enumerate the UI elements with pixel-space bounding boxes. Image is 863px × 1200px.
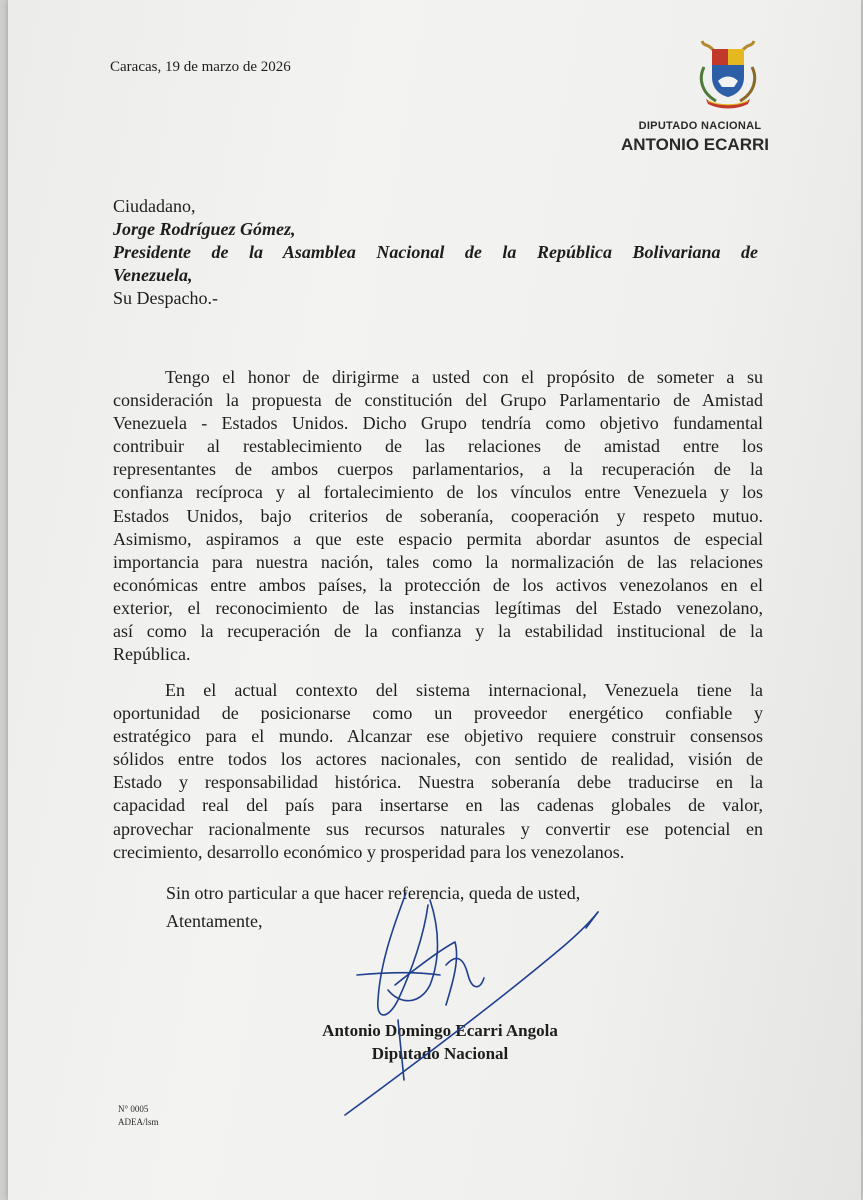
paragraph-line: estratégico para el mundo. Alcanzar ese objetivo requiere construir consensos	[113, 726, 763, 747]
document-initials: ADEA/lsm	[118, 1117, 159, 1127]
paragraph-line: representantes de ambos cuerpos parlamentarios, a la recuperación de la	[113, 459, 763, 480]
salutation: Ciudadano,	[113, 196, 196, 216]
paragraph-line: Estados Unidos, bajo criterios de soberanía, cooperación y respeto mutuo.	[113, 505, 763, 526]
paragraph-line: Tengo el honor de dirigirme a usted con el propósito de someter a su	[165, 367, 763, 387]
letter-date: Caracas, 19 de marzo de 2026	[110, 59, 291, 75]
recipient-name: Jorge Rodríguez Gómez,	[113, 219, 296, 239]
closing-line: Sin otro particular a que hacer referencia, queda de usted,	[166, 883, 581, 903]
signatory-name: Antonio Domingo Ecarri Angola	[322, 1021, 558, 1040]
paragraph-line: aprovechar racionalmente sus recursos naturales y convertir ese potencial en	[113, 818, 763, 839]
paragraph-line: Estado y responsabilidad histórica. Nuestra soberanía debe traducirse en la	[113, 772, 763, 793]
paragraph-line: República.	[113, 644, 191, 665]
paragraph-line: así como la recuperación de la confianza y la estabilidad institucional de la	[113, 621, 763, 642]
paragraph-line: Venezuela - Estados Unidos. Dicho Grupo tendría como objetivo fundamental	[113, 413, 763, 434]
coat-of-arms-icon	[694, 37, 762, 109]
office-title: DIPUTADO NACIONAL	[638, 120, 762, 132]
paragraph-line: Asimismo, aspiramos a que este espacio permita abordar asuntos de especial	[113, 528, 763, 549]
paragraph-line: capacidad real del país para insertarse en las cadenas globales de valor,	[113, 795, 763, 816]
letterhead-name: ANTONIO ECARRI	[621, 135, 769, 154]
recipient-title-line1: Presidente de la Asamblea Nacional de la República Bolivariana de	[113, 242, 758, 262]
paragraph-line: confianza recíproca y al fortalecimiento de los vínculos entre Venezuela y los	[113, 482, 763, 503]
body-paragraph-1	[113, 366, 763, 666]
recipient-office: Su Despacho.-	[113, 288, 218, 308]
paragraph-line: oportunidad de posicionarse como un proveedor energético confiable y	[113, 703, 763, 724]
document-number: N° 0005	[118, 1104, 149, 1114]
paragraph-line: consideración la propuesta de constitución del Grupo Parlamentario de Amistad	[113, 390, 763, 411]
paragraph-line: sólidos entre todos los actores nacionales, con sentido de realidad, visión de	[113, 749, 763, 770]
signatory-title: Diputado Nacional	[371, 1044, 509, 1063]
paragraph-line: crecimiento, desarrollo económico y prosperidad para los venezolanos.	[113, 841, 625, 862]
recipient-title-line2: Venezuela,	[113, 265, 193, 285]
paragraph-line: económicas entre ambos países, la protección de los activos venezolanos en el	[113, 574, 763, 595]
closing-regards: Atentamente,	[166, 911, 263, 931]
paragraph-line: importancia para nuestra nación, tales como la normalización de las relaciones	[113, 551, 763, 572]
paragraph-line: exterior, el reconocimiento de las instancias legítimas del Estado venezolano,	[113, 597, 763, 618]
paragraph-line: contribuir al restablecimiento de las relaciones de amistad entre los	[113, 436, 763, 457]
body-paragraph-2	[113, 679, 763, 864]
paragraph-line: En el actual contexto del sistema internacional, Venezuela tiene la	[165, 680, 763, 700]
